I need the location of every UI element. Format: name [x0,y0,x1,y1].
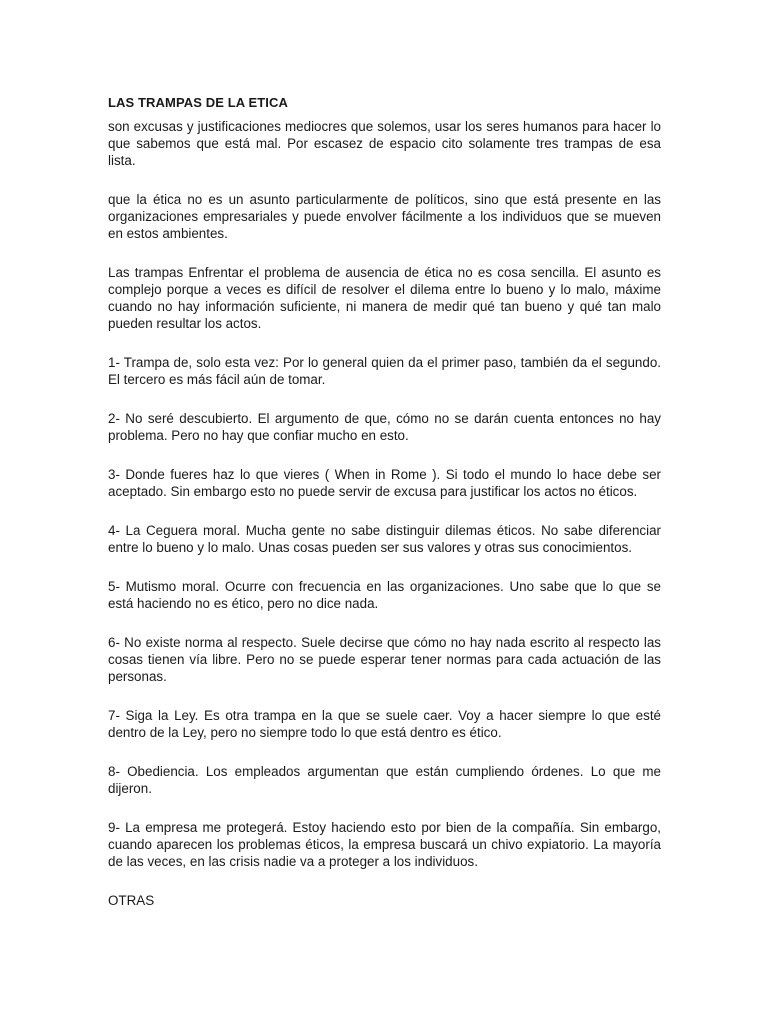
paragraph-trampas: Las trampas Enfrentar el problema de ausencia de ética no es cosa sencilla. El asunto es complejo porque a veces es difícil de resolver el dilema entre lo bueno y lo malo, máxime cuando no hay información suficiente, ni manera de medir qué tan bueno y qué tan malo pueden resultar los actos. [108,265,661,331]
paragraph-otras: OTRAS [108,893,155,908]
list-item-trap-6: 6- No existe norma al respecto. Suele decirse que cómo no hay nada escrito al respecto las cosas tienen vía libre. Pero no se puede esperar tener normas para cada actuación de las personas. [108,635,661,684]
list-item-trap-9: 9- La empresa me protegerá. Estoy haciendo esto por bien de la compañía. Sin embargo, cuando aparecen los problemas éticos, la empresa buscará un chivo expiatorio. La mayoría de las veces, en las crisis nadie va a proteger a los individuos. [108,820,661,869]
list-item-trap-3: 3- Donde fueres haz lo que vieres ( When in Rome ). Si todo el mundo lo hace debe ser aceptado. Sin embargo esto no puede servir de excusa para justificar los actos no éticos. [108,467,661,499]
list-item-trap-8: 8- Obediencia. Los empleados argumentan que están cumpliendo órdenes. Lo que me dijeron. [108,764,661,796]
list-item-trap-7: 7- Siga la Ley. Es otra trampa en la que se suele caer. Voy a hacer siempre lo que esté dentro de la Ley, pero no siempre todo lo que está dentro es ético. [108,708,661,740]
list-item-trap-5: 5- Mutismo moral. Ocurre con frecuencia en las organizaciones. Uno sabe que lo que se está haciendo no es ético, pero no dice nada. [108,579,661,611]
paragraph-context: que la ética no es un asunto particularmente de políticos, sino que está presente en las organizaciones empresariales y puede envolver fácilmente a los individuos que se mueven en estos ambientes. [108,192,661,241]
document-body [108,94,661,909]
list-item-trap-1: 1- Trampa de, solo esta vez: Por lo general quien da el primer paso, también da el segundo. El tercero es más fácil aún de tomar. [108,355,661,387]
list-item-trap-2: 2- No seré descubierto. El argumento de que, cómo no se darán cuenta entonces no hay problema. Pero no hay que confiar mucho en esto. [108,411,661,443]
paragraph-intro: son excusas y justificaciones mediocres que solemos, usar los seres humanos para hacer lo que sabemos que está mal. Por escasez de espacio cito solamente tres trampas de esa lista. [108,119,661,168]
list-item-trap-4: 4- La Ceguera moral. Mucha gente no sabe distinguir dilemas éticos. No sabe diferenciar entre lo bueno y lo malo. Unas cosas pueden ser sus valores y otras sus conocimientos. [108,523,661,555]
document-title: LAS TRAMPAS DE LA ETICA [108,95,288,110]
